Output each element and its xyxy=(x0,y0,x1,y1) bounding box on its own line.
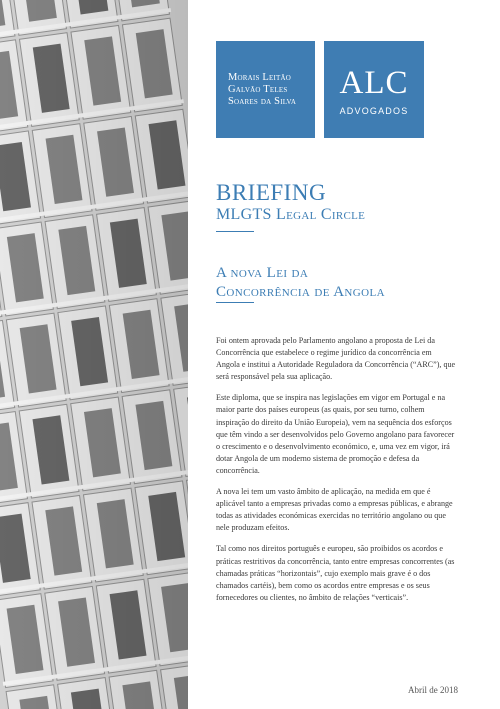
headline-line-1: A nova Lei da xyxy=(216,265,309,281)
headline-line-2: Concorrência de Angola xyxy=(216,284,385,300)
building-facade-photo xyxy=(0,0,188,709)
alc-logo-subtitle: ADVOGADOS xyxy=(339,105,409,116)
article-body xyxy=(216,335,457,613)
mlgts-logo xyxy=(216,41,315,138)
paragraph-2: Este diploma, que se inspira nas legislações em vigor em Portugal e na maior parte dos países europeus (as quais, por seu turno, colhem inspiração do direito da União Europeia), vem na sequência dos esforços que têm vindo a ser desenvolvidos pelo Governo angolano para favorecer o crescimento e o desenvolvimento económico, e, uma vez em vigor, irá dotar Angola de um moderno sistema de promoção e defesa da concorrência. xyxy=(216,393,455,475)
alc-logo xyxy=(324,41,424,138)
document-title: BRIEFING xyxy=(216,180,327,205)
document-subtitle: MLGTS Legal Circle xyxy=(216,206,366,223)
facade-illustration xyxy=(0,0,188,709)
publication-date: Abril de 2018 xyxy=(408,685,458,695)
paragraph-1: Foi ontem aprovada pelo Parlamento angolano a proposta de Lei da Concorrência que estabelece o regime jurídico da concorrência em Angola e institui a Autoridade Reguladora da Concorrência (“ARC”), que será responsável pela sua aplicação. xyxy=(216,336,456,382)
mlgts-logo-line-2: Galvão Teles xyxy=(228,83,288,95)
paragraph-4: Tal como nos direitos português e europeu, são proibidos os acordos e práticas restritivos da concorrência, tanto entre empresas concorrentes (as chamadas práticas “horizontais”, cujo exemplo mais grave é o dos chamados cartéis), bem como os acordos entre empresas e os seus fornecedores ou clientes, no âmbito de relações “verticais”. xyxy=(216,544,455,602)
mlgts-logo-line-3: Soares da Silva xyxy=(228,95,297,107)
alc-logo-mark: ALC xyxy=(339,64,409,101)
mlgts-logo-line-1: Morais Leitão xyxy=(228,71,291,83)
title-divider xyxy=(216,231,254,232)
paragraph-3: A nova lei tem um vasto âmbito de aplicação, na medida em que é aplicável tanto a empresas privadas como a empresas públicas, e abrange todas as atividades económicas exercidas no território angolano ou que nele produzam efeitos. xyxy=(216,487,453,533)
headline-divider xyxy=(216,302,254,303)
article-headline xyxy=(216,264,466,302)
